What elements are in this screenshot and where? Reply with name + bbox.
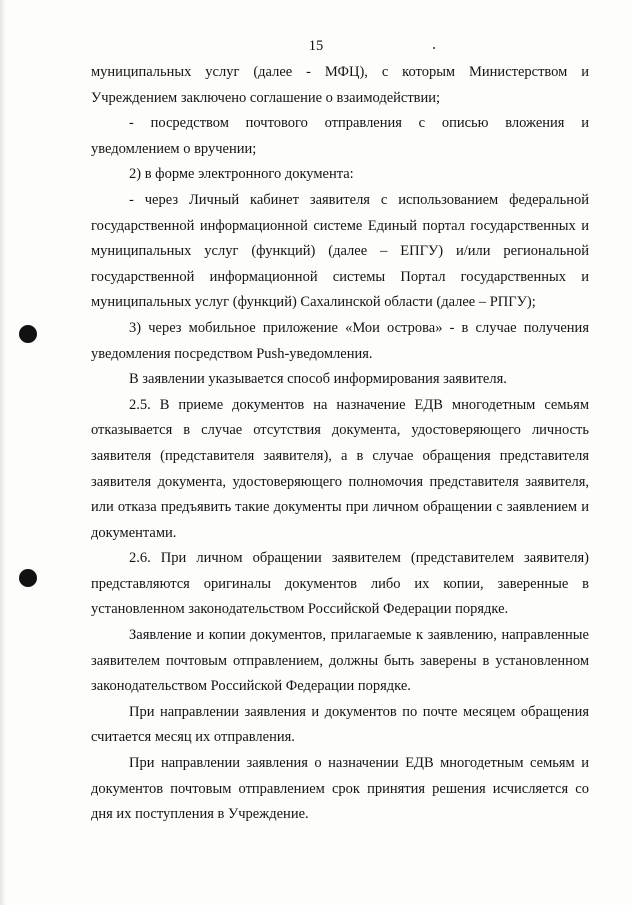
punch-hole-bottom	[19, 569, 37, 587]
document-body	[91, 60, 589, 828]
scan-edge-shadow	[0, 0, 6, 905]
paragraph-postal-certification: Заявление и копии документов, прилагаемые к заявлению, направленные заявителем почтовым отправлением, должны быть заверены в установленном законодательством Российской Федерации порядке.	[91, 627, 589, 695]
paragraph-notification-method: В заявлении указывается способ информирования заявителя.	[129, 371, 507, 388]
paragraph-personal-account: - через Личный кабинет заявителя с использованием федеральной государственной информационной системе Единый портал государственных и муниципальных услуг (функций) (далее – ЕПГУ) и/или региональной государственной информационной системы Портал государственных и муниципальных услуг (функций) Сахалинской области (далее – РПГУ);	[91, 191, 589, 311]
punch-hole-top	[19, 325, 37, 343]
paragraph-decision-term: При направлении заявления о назначении ЕДВ многодетным семьям и документов почтовым отправлением срок принятия решения исчисляется со дня их поступления в Учреждение.	[91, 755, 589, 823]
paragraph-section-2-6: 2.6. При личном обращении заявителем (представителем заявителя) представляются оригиналы документов либо их копии, заверенные в установленном законодательством Российской Федерации порядке.	[91, 550, 589, 618]
paragraph-postal-month: При направлении заявления и документов по почте месяцем обращения считается месяц их отправления.	[91, 703, 589, 746]
paragraph-mfc-continuation: муниципальных услуг (далее - МФЦ), с которым Министерством и Учреждением заключено соглашение о взаимодействии;	[91, 64, 589, 106]
paragraph-electronic-form: 2) в форме электронного документа:	[129, 166, 354, 183]
page-number: 15	[308, 38, 324, 54]
paragraph-mobile-app: 3) через мобильное приложение «Мои острова» - в случае получения уведомления посредством Push-уведомления.	[91, 319, 589, 362]
paragraph-section-2-5: 2.5. В приеме документов на назначение ЕДВ многодетным семьям отказывается в случае отсутствия документа, удостоверяющего личность заявителя (представителя заявителя), а в случае обращения представителя заявителя документа, удостоверяющего полномочия представителя заявителя, или отказа предъявить такие документы при личном обращении с заявлением и документами.	[91, 396, 589, 541]
paragraph-postal-delivery: - посредством почтового отправления с описью вложения и уведомлением о вручении;	[91, 115, 589, 157]
